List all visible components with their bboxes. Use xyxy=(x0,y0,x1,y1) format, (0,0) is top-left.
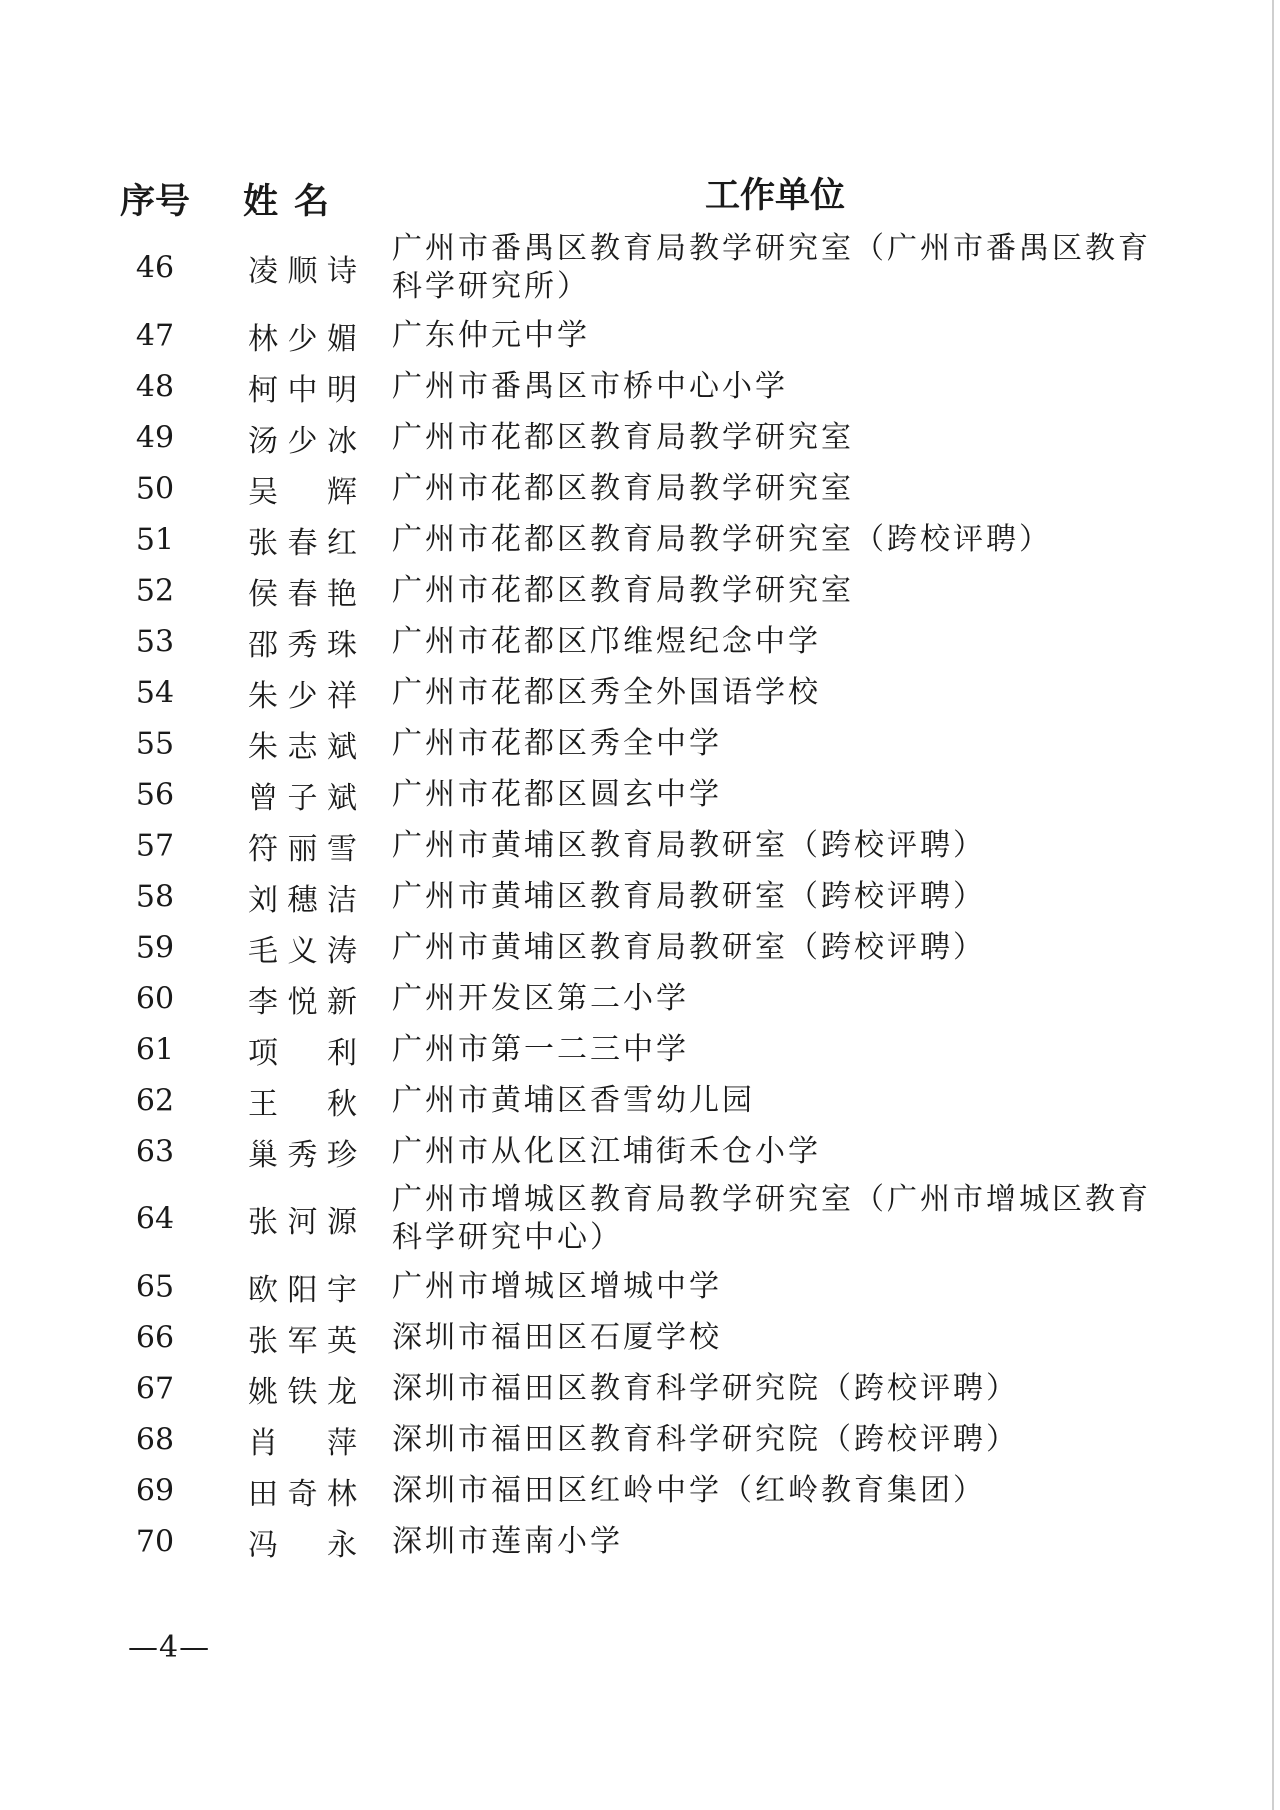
row-unit: 广州市黄埔区教育局教研室（跨校评聘） xyxy=(392,929,986,965)
row-number: 70 xyxy=(135,1524,175,1559)
row-unit: 广州开发区第二小学 xyxy=(392,980,689,1016)
row-number: 66 xyxy=(135,1320,175,1355)
row-unit: 深圳市福田区教育科学研究院（跨校评聘） xyxy=(392,1421,1019,1457)
table-body xyxy=(0,226,1280,1567)
column-header-name: 姓名 xyxy=(243,182,346,222)
row-number: 48 xyxy=(135,369,175,404)
row-number: 55 xyxy=(135,726,175,761)
row-name: 邵秀珠 xyxy=(248,627,358,663)
row-number: 47 xyxy=(135,318,175,353)
table-row xyxy=(0,463,1280,514)
table-row xyxy=(0,667,1280,718)
row-unit: 广州市番禺区教育局教学研究室（广州市番禺区教育科学研究所） xyxy=(392,231,1151,304)
table-row xyxy=(0,718,1280,769)
row-name: 曾子斌 xyxy=(248,780,358,816)
row-unit: 广州市花都区邝维煜纪念中学 xyxy=(392,623,821,659)
row-number: 46 xyxy=(135,250,175,286)
row-name: 冯永 xyxy=(248,1527,358,1563)
table-row xyxy=(0,616,1280,667)
row-unit: 广州市增城区增城中学 xyxy=(392,1268,722,1304)
row-number: 61 xyxy=(135,1032,175,1067)
table-row xyxy=(0,1465,1280,1516)
row-unit: 广州市黄埔区教育局教研室（跨校评聘） xyxy=(392,878,986,914)
row-number: 51 xyxy=(135,522,175,557)
row-name: 张军英 xyxy=(248,1323,358,1359)
row-number: 59 xyxy=(135,930,175,965)
table-row xyxy=(0,922,1280,973)
row-name: 侯春艳 xyxy=(248,576,358,612)
row-unit: 广州市花都区教育局教学研究室（跨校评聘） xyxy=(392,521,1052,557)
row-name: 毛义涛 xyxy=(248,933,358,969)
row-number: 60 xyxy=(135,981,175,1016)
row-unit: 广东仲元中学 xyxy=(392,317,590,353)
table-row xyxy=(0,1075,1280,1126)
row-number: 52 xyxy=(135,573,175,608)
table-row xyxy=(0,226,1280,310)
row-number: 65 xyxy=(135,1269,175,1304)
table-row xyxy=(0,412,1280,463)
row-name: 肖萍 xyxy=(248,1425,358,1461)
row-unit: 广州市黄埔区香雪幼儿园 xyxy=(392,1082,755,1118)
table-row xyxy=(0,1363,1280,1414)
table-row xyxy=(0,1261,1280,1312)
row-unit: 广州市花都区秀全外国语学校 xyxy=(392,674,821,710)
table-row xyxy=(0,565,1280,616)
row-unit: 深圳市福田区教育科学研究院（跨校评聘） xyxy=(392,1370,1019,1406)
row-unit: 广州市第一二三中学 xyxy=(392,1031,689,1067)
column-header-unit: 工作单位 xyxy=(704,176,845,216)
row-unit: 广州市花都区教育局教学研究室 xyxy=(392,572,854,608)
table-row xyxy=(0,820,1280,871)
column-header-no: 序号 xyxy=(119,182,190,222)
table-row xyxy=(0,1126,1280,1177)
row-number: 53 xyxy=(135,624,175,659)
row-number: 63 xyxy=(135,1134,175,1169)
row-unit: 广州市花都区圆玄中学 xyxy=(392,776,722,812)
table-row xyxy=(0,361,1280,412)
table-header xyxy=(0,168,1280,228)
table-row xyxy=(0,514,1280,565)
table-row xyxy=(0,871,1280,922)
table-row xyxy=(0,1024,1280,1075)
row-unit: 广州市花都区教育局教学研究室 xyxy=(392,419,854,455)
table-row xyxy=(0,1516,1280,1567)
table-row xyxy=(0,310,1280,361)
row-name: 汤少冰 xyxy=(248,423,358,459)
row-name: 项利 xyxy=(248,1035,358,1071)
row-number: 56 xyxy=(135,777,175,812)
table-row xyxy=(0,1414,1280,1465)
row-name: 刘穗洁 xyxy=(248,882,358,918)
row-name: 张春红 xyxy=(248,525,358,561)
row-name: 朱志斌 xyxy=(248,729,358,765)
row-name: 吴辉 xyxy=(248,474,358,510)
row-name: 巢秀珍 xyxy=(248,1137,358,1173)
table-row xyxy=(0,973,1280,1024)
row-name: 李悦新 xyxy=(248,984,358,1020)
row-number: 67 xyxy=(135,1371,175,1406)
row-unit: 广州市增城区教育局教学研究室（广州市增城区教育科学研究中心） xyxy=(392,1182,1151,1255)
row-number: 49 xyxy=(135,420,175,455)
row-number: 57 xyxy=(135,828,175,863)
row-name: 符丽雪 xyxy=(248,831,358,867)
row-unit: 广州市黄埔区教育局教研室（跨校评聘） xyxy=(392,827,986,863)
table-row xyxy=(0,1177,1280,1261)
row-name: 张河源 xyxy=(248,1205,358,1240)
row-name: 姚铁龙 xyxy=(248,1374,358,1410)
page-number: —4— xyxy=(128,1630,211,1665)
row-number: 69 xyxy=(135,1473,175,1508)
row-name: 林少媚 xyxy=(248,321,358,357)
row-unit: 广州市花都区教育局教学研究室 xyxy=(392,470,854,506)
row-unit: 广州市花都区秀全中学 xyxy=(392,725,722,761)
row-unit: 深圳市福田区红岭中学（红岭教育集团） xyxy=(392,1472,986,1508)
row-name: 王秋 xyxy=(248,1086,358,1122)
row-number: 54 xyxy=(135,675,175,710)
row-number: 50 xyxy=(135,471,175,506)
row-name: 田奇林 xyxy=(248,1476,358,1512)
row-unit: 广州市番禺区市桥中心小学 xyxy=(392,368,788,404)
row-number: 64 xyxy=(135,1201,175,1237)
row-number: 68 xyxy=(135,1422,175,1457)
row-name: 欧阳宇 xyxy=(248,1272,358,1308)
row-name: 柯中明 xyxy=(248,372,358,408)
row-unit: 深圳市福田区石厦学校 xyxy=(392,1319,722,1355)
row-number: 58 xyxy=(135,879,175,914)
row-name: 凌顺诗 xyxy=(248,254,358,289)
table-row xyxy=(0,769,1280,820)
table-row xyxy=(0,1312,1280,1363)
row-name: 朱少祥 xyxy=(248,678,358,714)
row-number: 62 xyxy=(135,1083,175,1118)
row-unit: 深圳市莲南小学 xyxy=(392,1523,623,1559)
row-unit: 广州市从化区江埔街禾仓小学 xyxy=(392,1133,821,1169)
